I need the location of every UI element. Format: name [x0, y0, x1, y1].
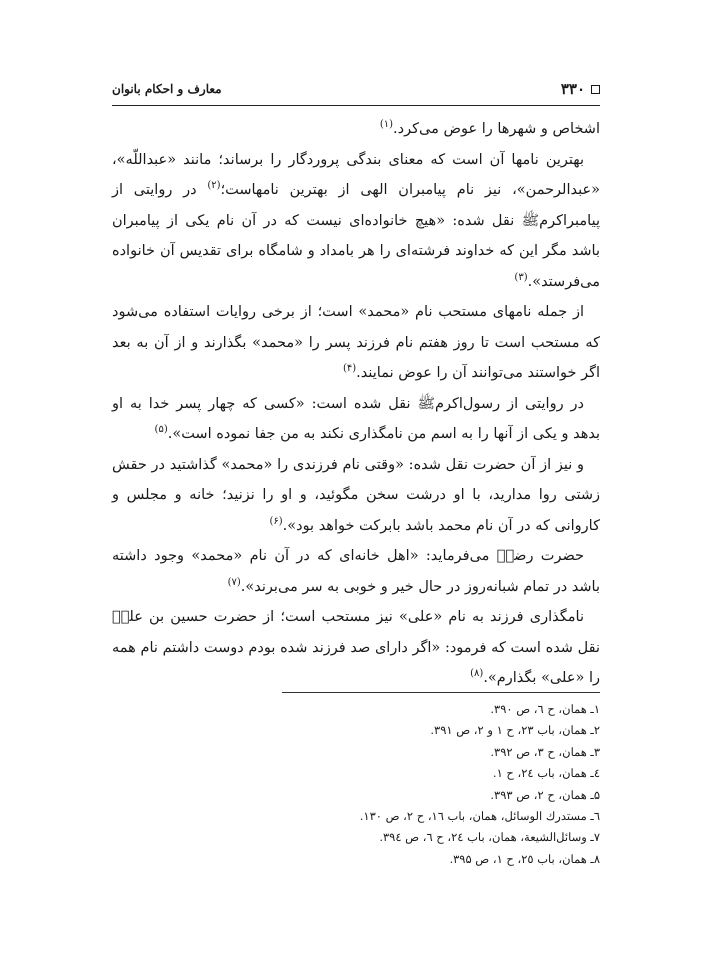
- paragraph: [112, 114, 600, 145]
- body-text: [112, 114, 600, 694]
- paragraph-text: نامگذاری فرزند به نام «علی» نیز مستحب است؛ از حضرت حسین بن علیؑ نقل شده است که فرمود: «اگر دارای صد فرزند شده بودم دوست داشتم نام همه را «علی» بگذارم».: [112, 609, 600, 686]
- paragraph-text: بهترین نامها آن است که معنای بندگی پروردگار را برساند؛ مانند «عبداللّه»، «عبدالرحمن»، نیز نام پیامبران الهی از بهترین نامهاست؛: [112, 151, 600, 198]
- running-title: معارف و احکام بانوان: [112, 82, 222, 96]
- footnote-item: ۷ـ وسائل‌الشیعة، همان، باب ٢٤، ح ٦، ص ۳۹٤.: [379, 830, 600, 845]
- paragraph-text: در روایتی از رسول‌اکرمﷺ نقل شده است: «کسی که چهار پسر خدا به او بدهد و یکی از آنها را به اسم من نامگذاری نکند به من جفا نموده است».: [112, 395, 600, 442]
- paragraph-text: در روایتی از پیامبراکرمﷺ نقل شده: «هیچ خانواده‌ای نیست که در آن نام یکی از پیامبران باشد مگر این که خداوند فرشته‌ای را هر بامداد و شامگاه برای تقدیس آن خانواده می‌فرستد».: [112, 182, 600, 290]
- square-bullet-icon: [591, 85, 600, 94]
- footnote-item: ۱ـ همان، ح ٦، ص ۳۹۰.: [490, 702, 600, 716]
- paragraph: [112, 541, 600, 602]
- paragraph: [112, 145, 600, 298]
- paragraph-text: از جمله نامهای مستحب نام «محمد» است؛ از برخی روایات استفاده می‌شود که مستحب است تا روز هفتم نام فرزند پسر را «محمد» بگذارند و از آن به بعد اگر خواستند می‌توانند آن را عوض نمایند.: [112, 304, 600, 381]
- paragraph-text: حضرت رضاؑ می‌فرماید: «اهل خانه‌ای که در آن نام «محمد» وجود داشته باشد در تمام شبانه‌روز در حال خیر و خوبی به سر می‌برند».: [112, 548, 600, 595]
- header-divider: [112, 105, 600, 106]
- footnote-divider: [282, 692, 600, 693]
- footnote-item: ۸ـ همان، باب ٢٥، ح ۱، ص ۳۹۵.: [449, 851, 600, 866]
- paragraph: [112, 389, 600, 450]
- footnote-ref: (۱): [379, 119, 394, 131]
- footnote-item: ۳ـ همان، ح ۳، ص ۳۹۲.: [490, 744, 600, 759]
- page-number: ۳۳۰: [560, 80, 585, 98]
- footnotes: [112, 699, 600, 870]
- page-number-group: [561, 80, 600, 98]
- paragraph-text: اشخاص و شهرها را عوض می‌کرد.: [393, 121, 600, 137]
- paragraph: [112, 297, 600, 389]
- page-header: [112, 78, 600, 100]
- paragraph-text: و نیز از آن حضرت نقل شده: «وقتی نام فرزندی را «محمد» گذاشتید در حقش زشتی روا مدارید، با او درشت سخن مگوئید، و او را نزنید؛ خانه و مجلس و کاروانی که در آن نام محمد باشد بابرکت خواهد بود».: [112, 456, 600, 534]
- footnote-ref: (۷): [227, 576, 241, 588]
- footnote-ref: (۴): [342, 363, 357, 375]
- paragraph: [112, 450, 600, 542]
- footnote-ref: (۳): [514, 271, 528, 283]
- footnote-ref: (۶): [269, 515, 283, 527]
- footnote-item: ٦ـ مستدرك الوسائل، همان، باب ١٦، ح ۲، ص ۱۳۰.: [359, 809, 600, 824]
- footnote-item: ۵ـ همان، ح ۲، ص ۳۹۳.: [490, 787, 600, 802]
- footnote-ref: (۸): [470, 668, 484, 680]
- footnote-ref: (۲): [207, 180, 221, 192]
- footnote-ref: (۵): [154, 424, 168, 436]
- footnote-item: ٤ـ همان، باب ٢٤، ح ۱.: [492, 766, 600, 781]
- footnote-item: ۲ـ همان، باب ۲۳، ح ۱ و ۲، ص ۳۹۱.: [430, 723, 600, 738]
- paragraph: [112, 602, 600, 694]
